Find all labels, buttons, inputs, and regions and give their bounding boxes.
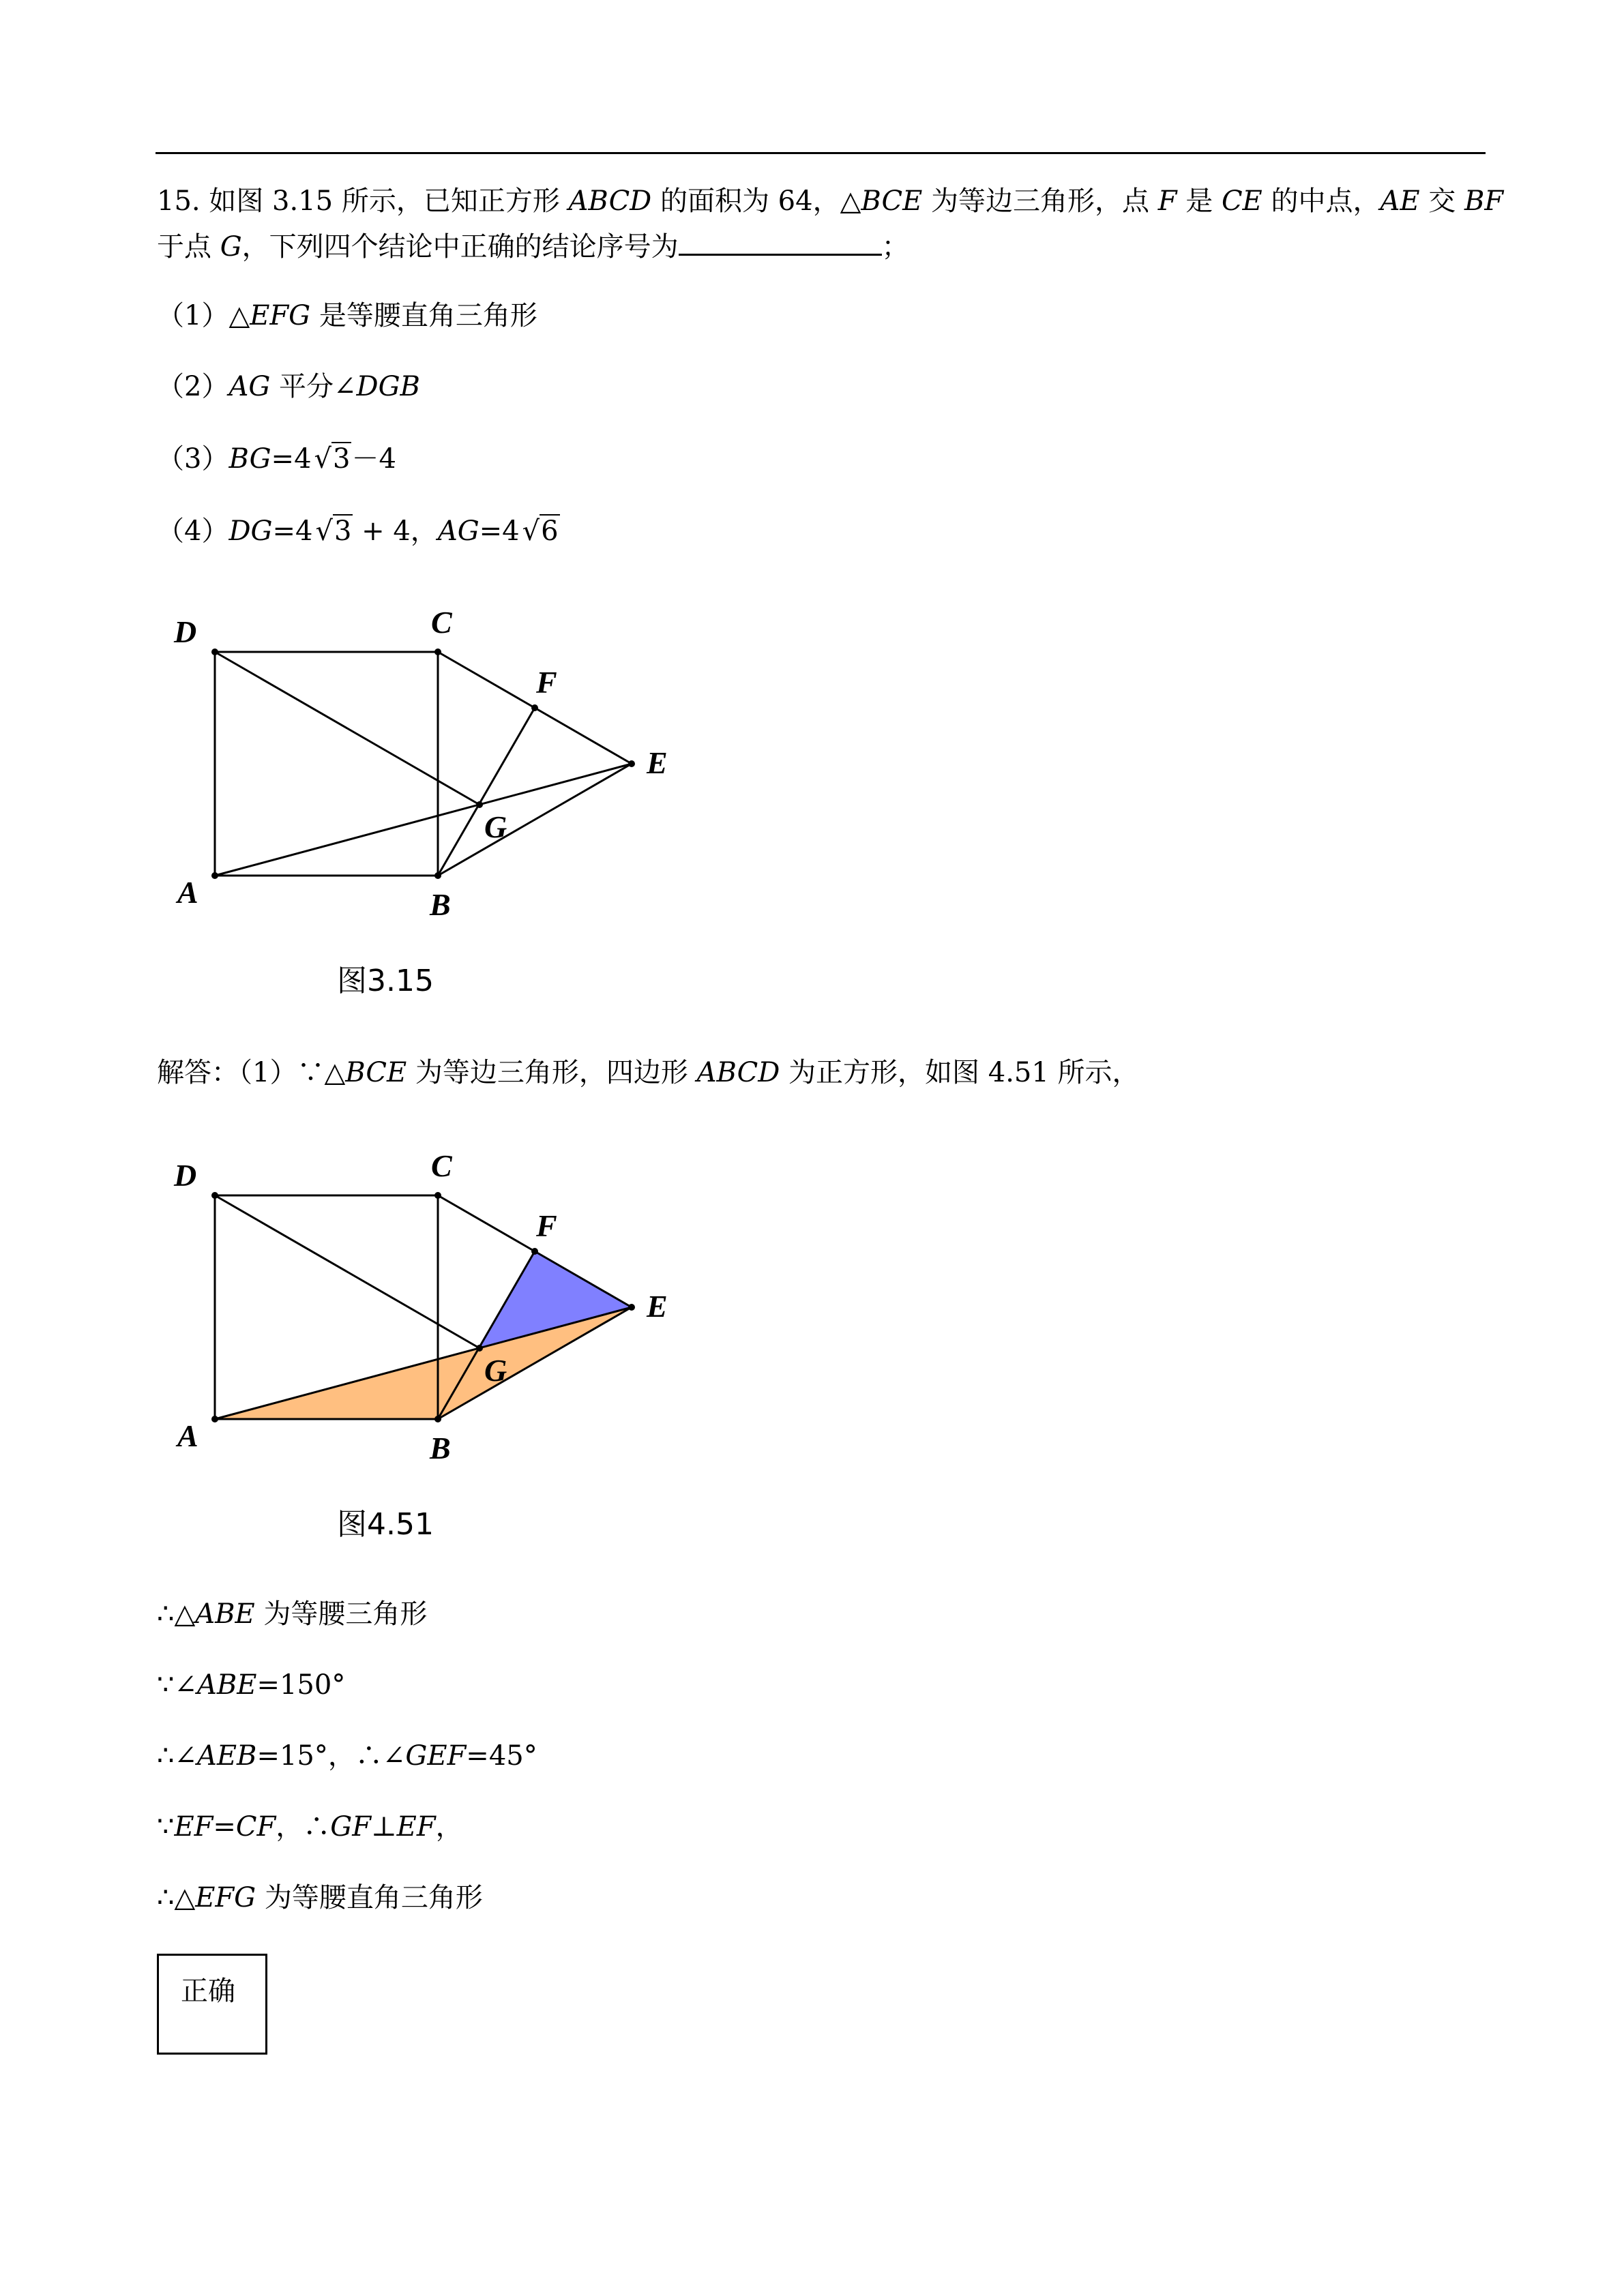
sqrt-radicand: 6 — [541, 516, 559, 547]
step-var: AEB — [196, 1740, 257, 1772]
label-d: D — [174, 1158, 197, 1193]
question-text: 是 — [1177, 185, 1222, 217]
question-text: 15. 如图 3.15 所示，已知正方形 — [157, 185, 569, 217]
answer-text: 为等边三角形，四边形 — [407, 1057, 697, 1088]
step-text: =150° — [256, 1669, 346, 1701]
step-text: ∴△ — [157, 1598, 196, 1630]
step-text: =15°，∴∠ — [256, 1740, 406, 1772]
step-var: GEF — [405, 1740, 467, 1772]
step-text: =45° — [466, 1740, 537, 1772]
label-d: D — [174, 614, 197, 649]
point-e — [628, 1304, 635, 1311]
option-var: AG — [437, 516, 479, 547]
answer-text: 解答：（1）∵△ — [157, 1057, 346, 1088]
step-var: EF — [174, 1811, 213, 1843]
step-text: ∴△ — [157, 1882, 196, 1913]
step-5 — [157, 1879, 483, 1916]
verdict-text: 正确 — [181, 1976, 235, 2007]
option-var: DGB — [356, 371, 420, 402]
option-text: + 4， — [353, 516, 438, 547]
question-text: 的面积为 64，△ — [651, 185, 861, 217]
answer-text: 为正方形，如图 4.51 所示， — [780, 1057, 1140, 1088]
question-var: F — [1157, 185, 1177, 217]
option-text: =4 — [479, 516, 520, 547]
option-text: （2） — [157, 371, 229, 402]
label-a: A — [177, 1418, 198, 1453]
step-text: ，∴ — [276, 1811, 331, 1843]
segment-dg — [215, 1195, 479, 1348]
step-var: ABE — [195, 1598, 255, 1630]
sqrt-radicand: 3 — [333, 443, 351, 475]
question-text: 于点 — [157, 231, 220, 263]
point-c — [434, 1192, 441, 1199]
sqrt-sign: √3 — [315, 516, 352, 547]
label-f: F — [536, 665, 557, 700]
answer-var: ABCD — [696, 1057, 780, 1088]
step-text: ∵∠ — [157, 1669, 197, 1701]
label-a: A — [177, 875, 198, 910]
step-text: = — [213, 1811, 236, 1843]
question-text: 为等边三角形，点 — [922, 185, 1158, 217]
step-3 — [157, 1738, 537, 1774]
point-f — [531, 1248, 538, 1255]
point-b — [434, 1416, 441, 1422]
label-g: G — [484, 1353, 507, 1388]
label-b: B — [430, 1431, 451, 1465]
option-text: =4 — [272, 516, 313, 547]
step-var: ABE — [196, 1669, 257, 1701]
question-var: BCE — [861, 185, 923, 217]
option-var: BG — [228, 443, 271, 475]
label-b: B — [430, 887, 451, 922]
option-text: 平分∠ — [270, 371, 357, 402]
point-a — [211, 1416, 218, 1422]
step-text: ∴∠ — [157, 1740, 197, 1772]
option-var: AG — [228, 371, 271, 402]
question-text: 交 — [1419, 185, 1464, 217]
step-var: GF — [330, 1811, 371, 1843]
question-var: CE — [1221, 185, 1263, 217]
question-var: BF — [1464, 185, 1504, 217]
label-e: E — [647, 745, 668, 780]
sqrt-sign: √6 — [522, 516, 559, 547]
step-var: EF — [396, 1811, 436, 1843]
label-f: F — [536, 1208, 557, 1243]
question-var: G — [220, 231, 242, 263]
question-var: AE — [1380, 185, 1420, 217]
label-g: G — [484, 809, 507, 844]
question-text: 的中点， — [1262, 185, 1381, 217]
point-g — [476, 1345, 483, 1352]
figure-caption: 图3.15 — [337, 964, 434, 998]
question-text: ； — [881, 231, 909, 263]
step-text: 为等腰三角形 — [254, 1598, 428, 1630]
step-text: 为等腰直角三角形 — [256, 1882, 483, 1913]
step-var: EFG — [195, 1882, 256, 1913]
option-text: －4 — [351, 443, 396, 475]
step-text: ∵ — [157, 1811, 175, 1843]
verdict-box — [157, 1954, 267, 2055]
question-var: ABCD — [568, 185, 652, 217]
question-text: ，下列四个结论中正确的结论序号为 — [241, 231, 679, 263]
sqrt-sign: √3 — [314, 443, 351, 475]
option-text: （1）△ — [157, 300, 250, 331]
option-var: DG — [228, 516, 273, 547]
option-text: =4 — [271, 443, 312, 475]
step-2 — [157, 1667, 345, 1703]
sqrt-radicand: 3 — [334, 516, 352, 547]
label-c: C — [431, 605, 452, 640]
option-text: （4） — [157, 516, 229, 547]
label-e: E — [647, 1289, 668, 1324]
option-text: 是等腰直角三角形 — [310, 300, 537, 331]
step-var: CF — [235, 1811, 276, 1843]
step-text: ， — [435, 1811, 463, 1843]
figure-caption: 图4.51 — [337, 1507, 434, 1542]
point-d — [211, 1192, 218, 1199]
option-var: EFG — [250, 300, 311, 331]
answer-var: BCE — [345, 1057, 407, 1088]
option-text: （3） — [157, 443, 229, 475]
step-4 — [157, 1808, 463, 1845]
label-c: C — [431, 1148, 452, 1183]
step-1 — [157, 1596, 427, 1632]
step-text: ⊥ — [371, 1811, 397, 1843]
